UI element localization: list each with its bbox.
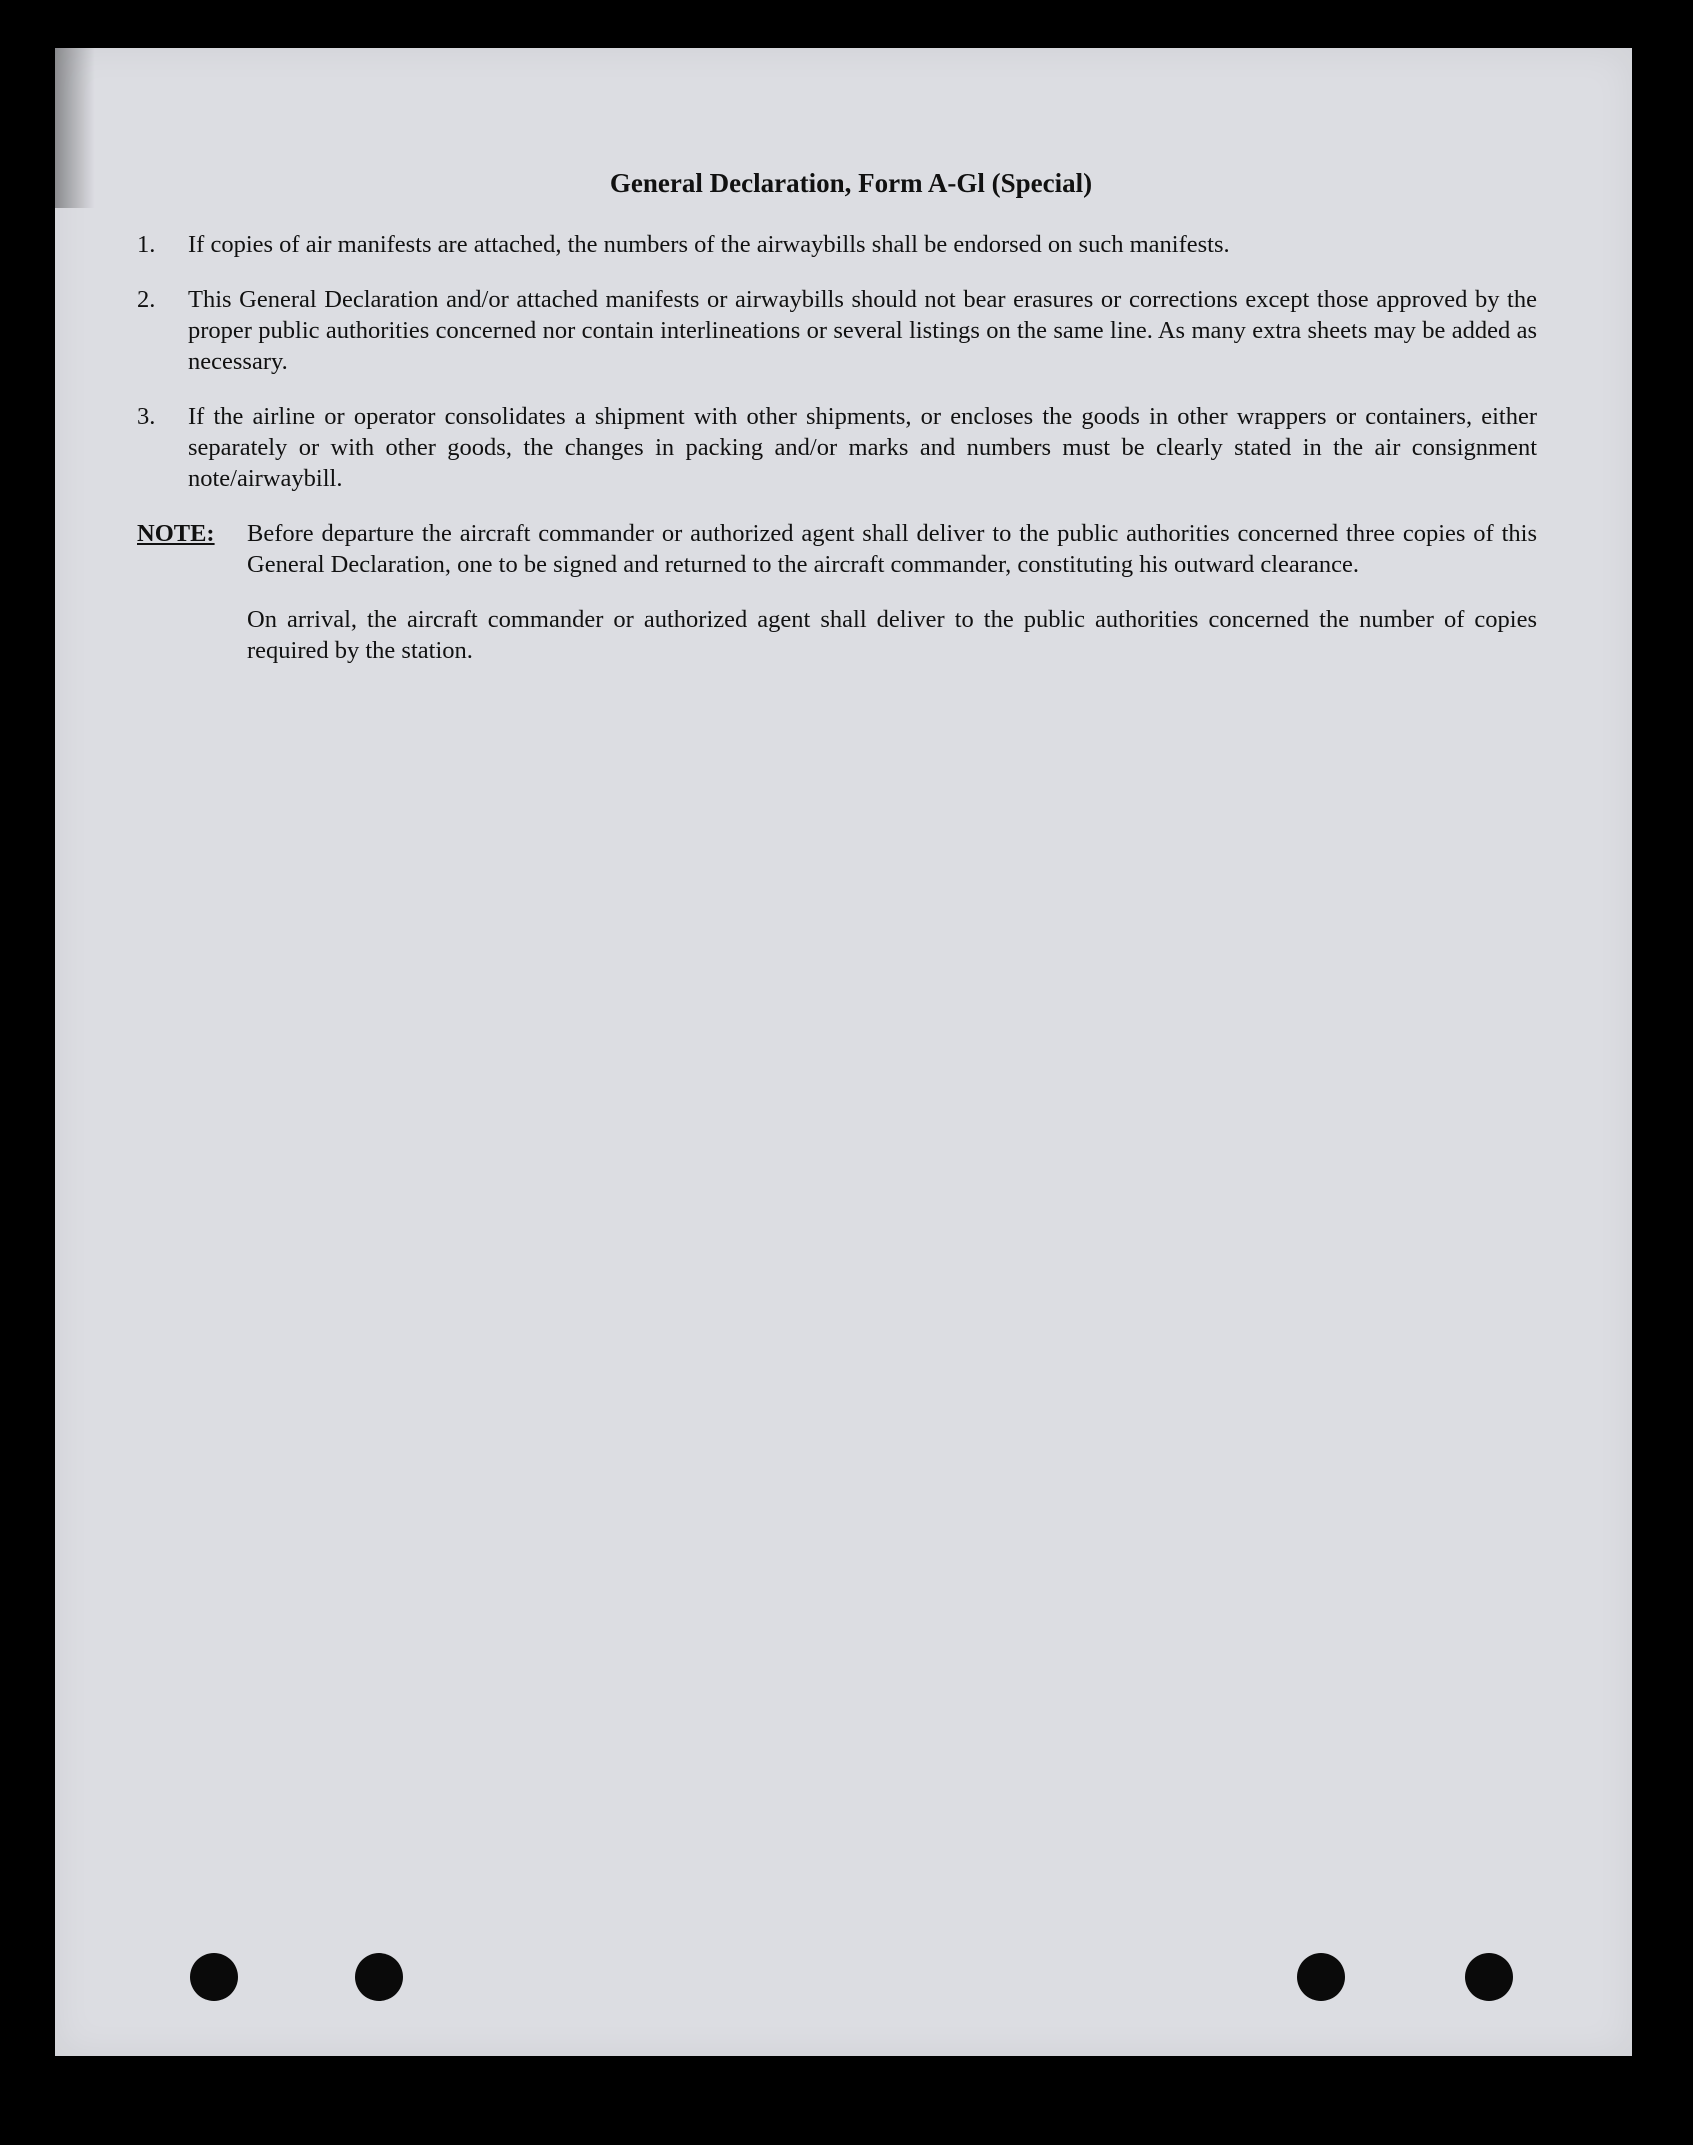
note-paragraph-arrival: On arrival, the aircraft commander or authorized agent shall deliver to the public authorities concerned the number of copies required by the station. — [247, 606, 1537, 664]
list-item-3 — [137, 401, 1537, 494]
binder-hole-2 — [355, 1953, 403, 2001]
list-item-2 — [137, 284, 1537, 377]
note-section — [137, 518, 1537, 690]
list-item-1 — [137, 229, 1537, 260]
document-title: General Declaration, Form A-Gl (Special) — [609, 168, 1093, 198]
binder-hole-4 — [1465, 1953, 1513, 2001]
note-paragraph-departure: Before departure the aircraft commander or authorized agent shall deliver to the public authorities concerned three copies of this General Declaration, one to be signed and returned to the aircraft commander, constituting his outward clearance. — [247, 520, 1537, 578]
binder-hole-3 — [1297, 1953, 1345, 2001]
list-item-text: If the airline or operator consolidates a shipment with other shipments, or encloses the goods in other wrappers or containers, either separately or with other goods, the changes in packing and/or marks and numbers must be clearly stated in the air consignment note/airwaybill. — [188, 403, 1537, 492]
list-item-text: If copies of air manifests are attached, the numbers of the airwaybills shall be endorsed on such manifests. — [188, 231, 1230, 258]
list-item-number: 3. — [137, 403, 156, 430]
list-item-text: This General Declaration and/or attached manifests or airwaybills should not bear erasures or corrections except those approved by the proper public authorities concerned nor contain interlineations or several listings on the same line. As many extra sheets may be added as necessary. — [188, 286, 1537, 375]
paper-edge-shadow — [55, 48, 95, 208]
note-body — [247, 518, 1537, 690]
binder-hole-1 — [190, 1953, 238, 2001]
list-item-number: 2. — [137, 286, 156, 313]
note-label: NOTE: — [137, 520, 215, 547]
document-content — [137, 168, 1537, 714]
list-item-number: 1. — [137, 231, 156, 258]
